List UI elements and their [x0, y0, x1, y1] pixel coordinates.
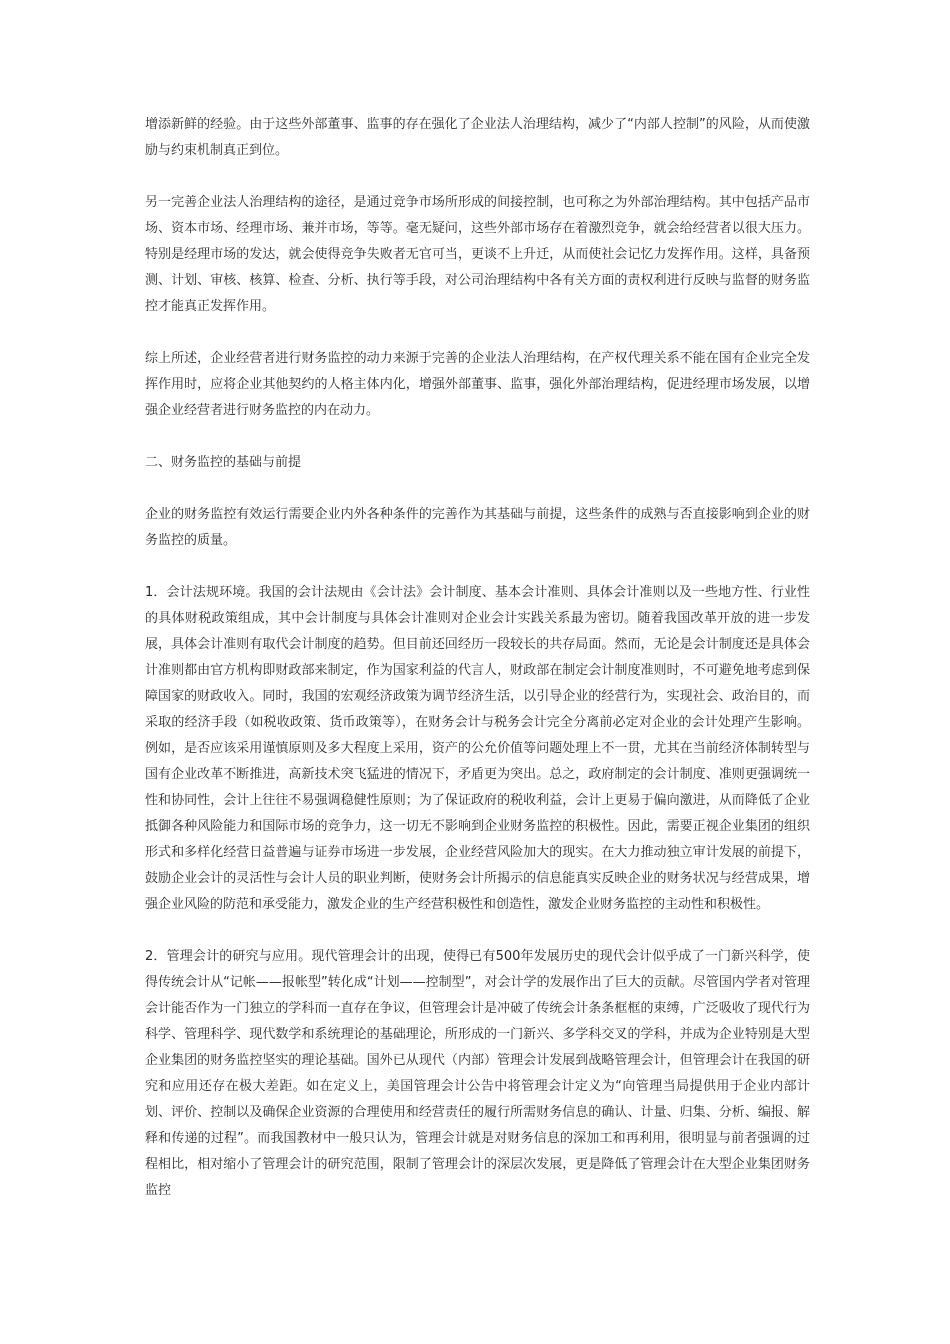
paragraph-intro-continuation: 增添新鲜的经验。由于这些外部董事、监事的存在强化了企业法人治理结构，减少了“内部人控制”的风险，从而使激励与约束机制真正到位。 [145, 117, 810, 158]
paragraph-accounting-regulation: 1．会计法规环境。我国的会计法规由《会计法》会计制度、基本会计准则、具体会计准则以及一些地方性、行业性的具体财税政策组成，其中会计制度与具体会计准则对企业会计实践关系最为密切。随着我国改革开放的进一步发展，具体会计准则有取代会计制度的趋势。但目前还回经历一段较长的共存局面。然而，无论是会计制度还是具体会计准则都由官方机构即财政部来制定，作为国家利益的代言人，财政部在制定会计制度准则时，不可避免地考虑到保障国家的财政收入。同时，我国的宏观经济政策为调节经济生活，以引导企业的经营行为，实现社会、政治目的，而采取的经济手段（如税收政策、货币政策等），在财务会计与税务会计完全分离前必定对企业的会计处理产生影响。例如，是否应该采用谨慎原则及多大程度上采用，资产的公允价值等问题处理上不一贯，尤其在当前经济体制转型与国有企业改革不断推进，高新技术突飞猛进的情况下，矛盾更为突出。总之，政府制定的会计制度、准则更强调统一性和协同性，会计上往往不易强调稳健性原则；为了保证政府的税收利益，会计上更易于偏向激进，从而降低了企业抵御各种风险能力和国际市场的竞争力，这一切无不影响到企业财务监控的积极性。因此，需要正视企业集团的组织形式和多样化经营日益普遍与证券市场进一步发展，企业经营风险加大的现实。在大力推动独立审计发展的前提下，鼓励企业会计的灵活性与会计人员的职业判断，使财务会计所揭示的信息能真实反映企业的财务状况与经营成果，增强企业风险的防范和承受能力，激发企业的生产经营积极性和创造性，激发企业财务监控的主动性和积极性。 [145, 585, 810, 912]
paragraph-section-intro: 企业的财务监控有效运行需要企业内外各种条件的完善作为其基础与前提，这些条件的成熟与否直接影响到企业的财务监控的质量。 [145, 507, 810, 548]
document-body [145, 112, 810, 1204]
paragraph-summary: 综上所述，企业经营者进行财务监控的动力来源于完善的企业法人治理结构，在产权代理关系不能在国有企业完全发挥作用时，应将企业其他契约的人格主体内化，增强外部董事、监事，强化外部治理结构，促进经理市场发展，以增强企业经营者进行财务监控的内在动力。 [145, 351, 810, 418]
section-heading: 二、财务监控的基础与前提 [145, 455, 302, 470]
paragraph-management-accounting: 2．管理会计的研究与应用。现代管理会计的出现，使得已有500年发展历史的现代会计似乎成了一门新兴科学，使得传统会计从“记帐——报帐型”转化成“计划——控制型”，对会计学的发展作出了巨大的贡献。尽管国内学者对管理会计能否作为一门独立的学科而一直存在争议，但管理会计是冲破了传统会计条条框框的束缚，广泛吸收了现代行为科学、管理科学、现代数学和系统理论的基础理论，所形成的一门新兴、多学科交叉的学科，并成为企业特别是大型企业集团的财务监控坚实的理论基础。国外已从现代（内部）管理会计发展到战略管理会计，但管理会计在我国的研究和应用还存在极大差距。如在定义上，美国管理会计公告中将管理会计定义为“向管理当局提供用于企业内部计划、评价、控制以及确保企业资源的合理使用和经营责任的履行所需财务信息的确认、计量、归集、分析、编报、解释和传递的过程”。而我国教材中一般只认为，管理会计就是对财务信息的深加工和再利用，很明显与前者强调的过程相比，相对缩小了管理会计的研究范围，限制了管理会计的深层次发展，更是降低了管理会计在大型企业集团财务监控 [145, 949, 810, 1198]
paragraph-external-governance: 另一完善企业法人治理结构的途径，是通过竞争市场所形成的间接控制，也可称之为外部治理结构。其中包括产品市场、资本市场、经理市场、兼并市场，等等。毫无疑问，这些外部市场存在着激烈竞争，就会给经营者以很大压力。特别是经理市场的发达，就会使得竞争失败者无官可当，更谈不上升迁，从而使社会记忆力发挥作用。这样，具备预测、计划、审核、核算、检查、分析、执行等手段，对公司治理结构中各有关方面的责权利进行反映与监督的财务监控才能真正发挥作用。 [145, 195, 810, 314]
